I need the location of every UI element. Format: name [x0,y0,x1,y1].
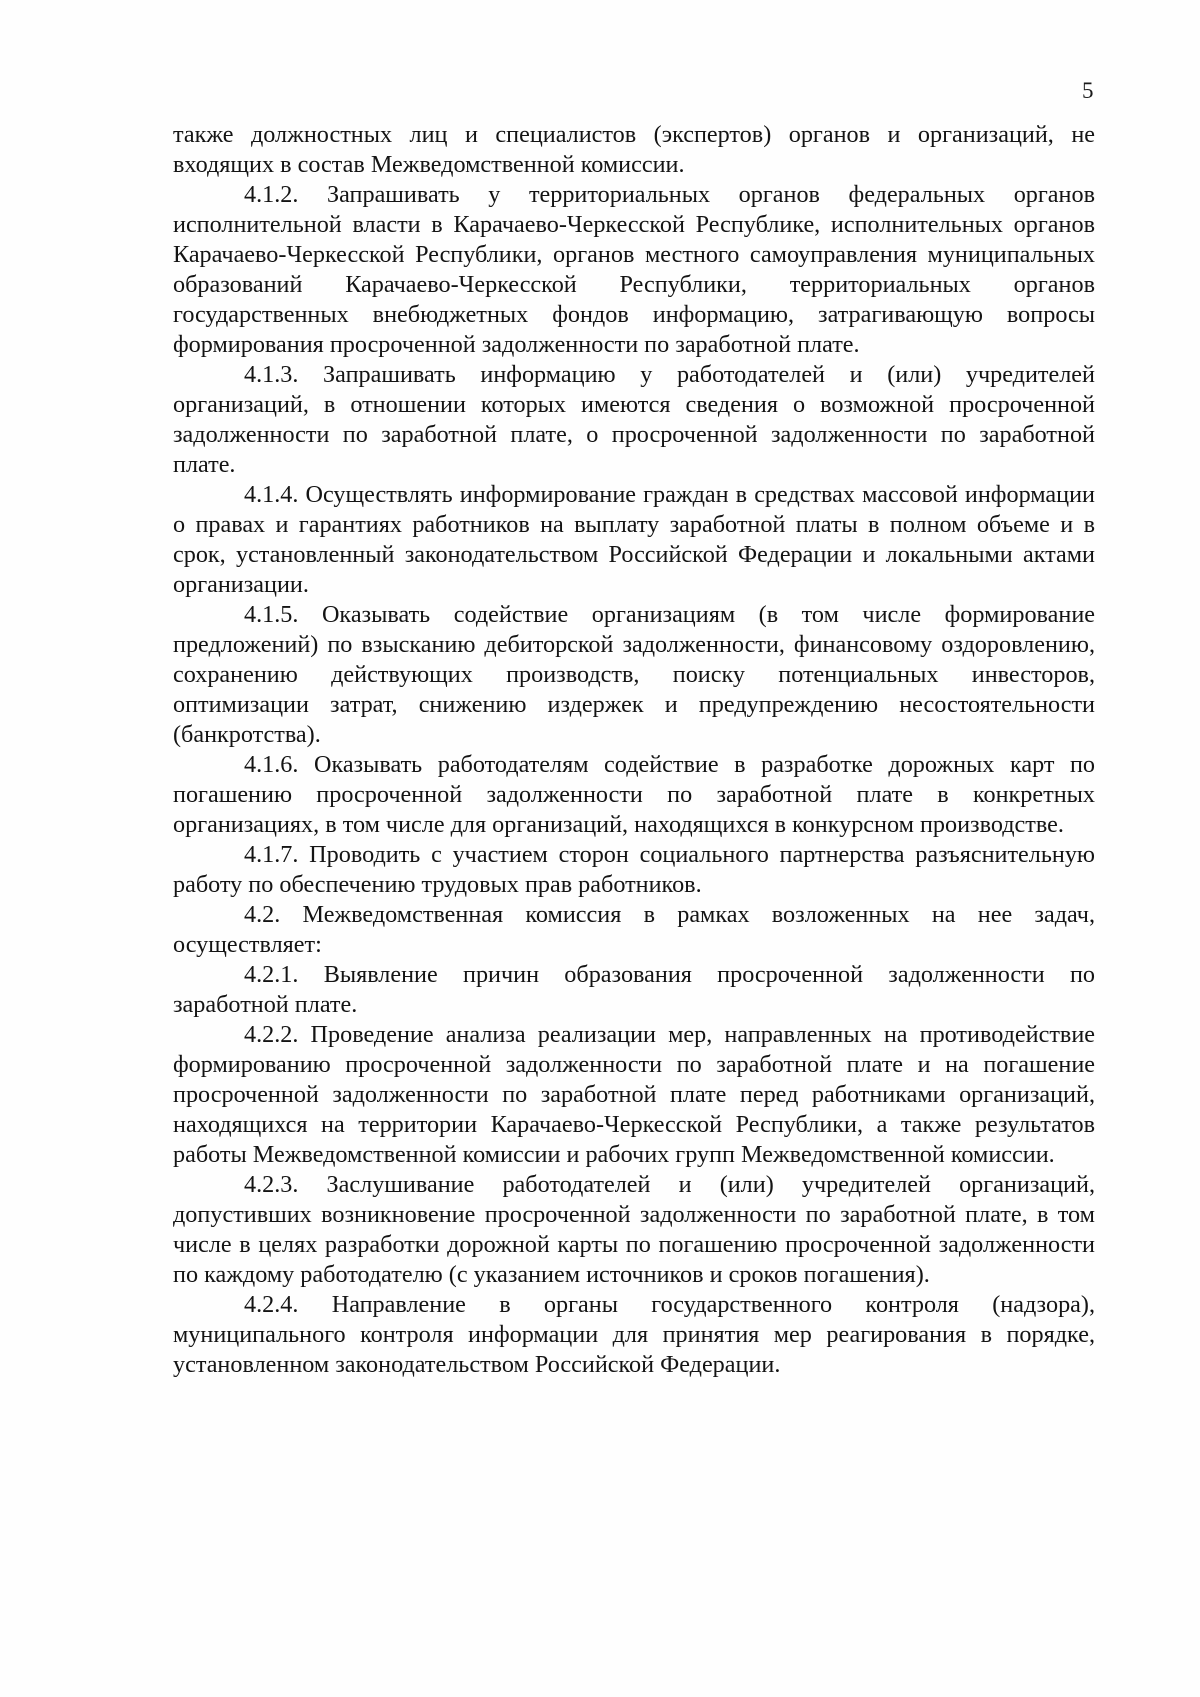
paragraph-4-1-3: 4.1.3. Запрашивать информацию у работодателей и (или) учредителей организаций, в отношении которых имеются сведения о возможной просроченной задолженности по заработной плате, о просроченной задолженности по заработной плате. [173,361,1095,478]
page-number: 5 [1082,78,1094,103]
paragraph-4-1-6: 4.1.6. Оказывать работодателям содействие в разработке дорожных карт по погашению просроченной задолженности по заработной плате в конкретных организациях, в том числе для организаций, находящихся в конкурсном производстве. [173,751,1095,838]
paragraph-intro-continuation: также должностных лиц и специалистов (экспертов) органов и организаций, не входящих в состав Межведомственной комиссии. [173,121,1095,178]
paragraph-4-2-4: 4.2.4. Направление в органы государственного контроля (надзора), муниципального контроля информации для принятия мер реагирования в порядке, установленном законодательством Российской Федерации. [173,1291,1095,1378]
paragraph-4-2-2: 4.2.2. Проведение анализа реализации мер, направленных на противодействие формированию просроченной задолженности по заработной плате и на погашение просроченной задолженности по заработной плате перед работниками организаций, находящихся на территории Карачаево-Черкесской Республики, а также результатов работы Межведомственной комиссии и рабочих групп Межведомственной комиссии. [173,1021,1095,1168]
paragraph-4-1-5: 4.1.5. Оказывать содействие организациям (в том числе формирование предложений) по взысканию дебиторской задолженности, финансовому оздоровлению, сохранению действующих производств, поиску потенциальных инвесторов, оптимизации затрат, снижению издержек и предупреждению несостоятельности (банкротства). [173,601,1095,748]
paragraph-4-1-7: 4.1.7. Проводить с участием сторон социального партнерства разъяснительную работу по обеспечению трудовых прав работников. [173,841,1095,898]
paragraph-4-2: 4.2. Межведомственная комиссия в рамках возложенных на нее задач, осуществляет: [173,901,1095,958]
paragraph-4-1-2: 4.1.2. Запрашивать у территориальных органов федеральных органов исполнительной власти в Карачаево-Черкесской Республике, исполнительных органов Карачаево-Черкесской Республики, органов местного самоуправления муниципальных образований Карачаево-Черкесской Республики, территориальных органов государственных внебюджетных фондов информацию, затрагивающую вопросы формирования просроченной задолженности по заработной плате. [173,181,1095,358]
document-body [173,120,1095,1380]
paragraph-4-2-1: 4.2.1. Выявление причин образования просроченной задолженности по заработной плате. [173,961,1095,1018]
paragraph-4-1-4: 4.1.4. Осуществлять информирование граждан в средствах массовой информации о правах и гарантиях работников на выплату заработной платы в полном объеме и в срок, установленный законодательством Российской Федерации и локальными актами организации. [173,481,1095,598]
paragraph-4-2-3: 4.2.3. Заслушивание работодателей и (или) учредителей организаций, допустивших возникновение просроченной задолженности по заработной плате, в том числе в целях разработки дорожной карты по погашению просроченной задолженности по каждому работодателю (с указанием источников и сроков погашения). [173,1171,1095,1288]
